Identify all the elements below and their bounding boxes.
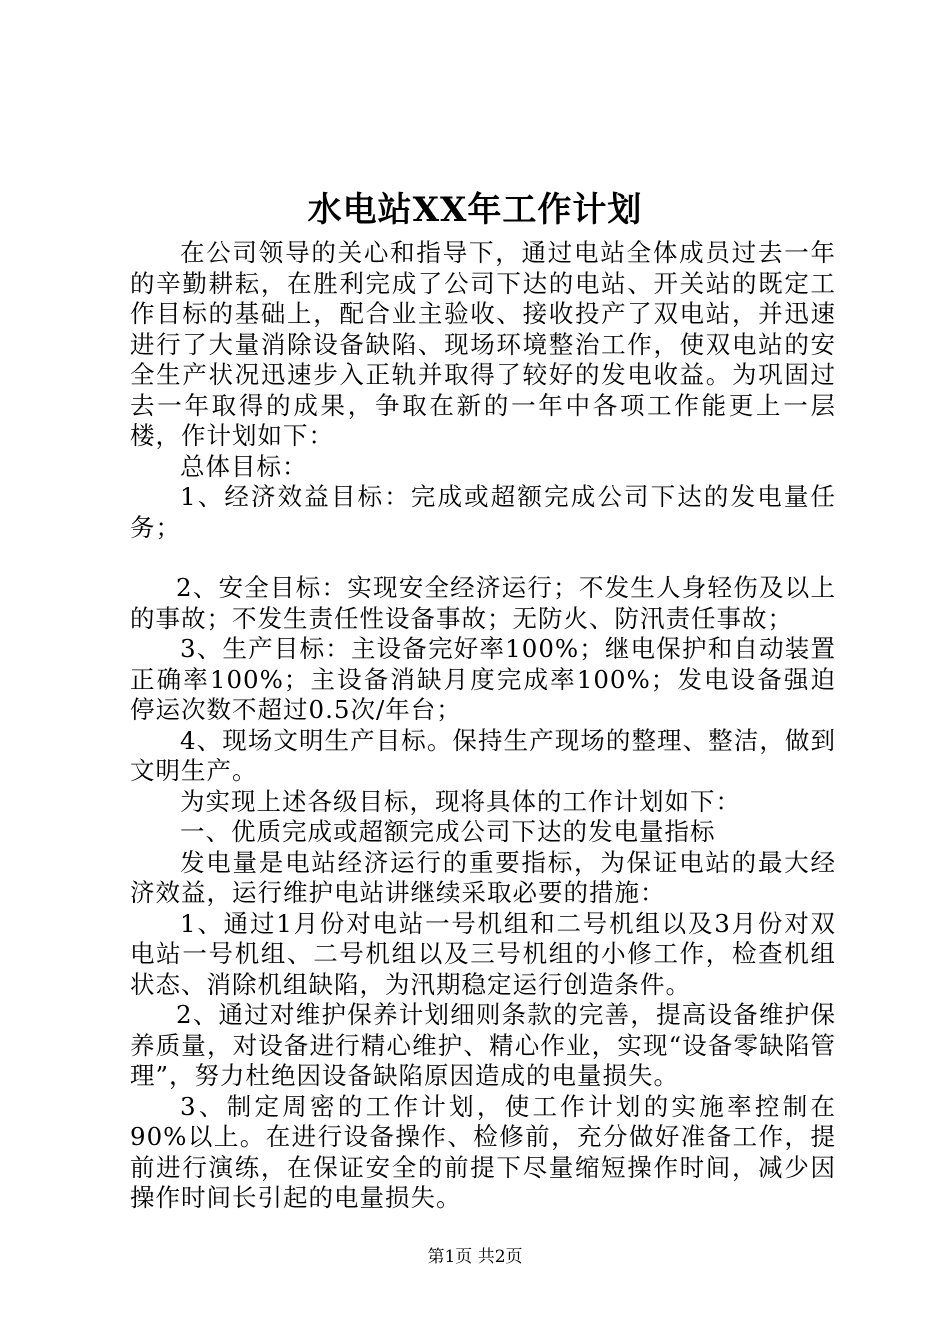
measure-2: 2、通过对维护保养计划细则条款的完善，提高设备维护保养质量，对设备进行精心维护、精心作业，实现“设备零缺陷管理”，努力杜绝因设备缺陷原因造成的电量损失。 bbox=[130, 1000, 836, 1090]
overall-goals-heading: 总体目标： bbox=[180, 451, 308, 481]
plan-intro: 为实现上述各级目标，现将具体的工作计划如下： bbox=[180, 786, 741, 816]
measure-3: 3、制定周密的工作计划，使工作计划的实施率控制在90%以上。在进行设备操作、检修前，充分做好准备工作，提前进行演练，在保证安全的前提下尽量缩短操作时间，减少因操作时间长引起的电量损失。 bbox=[130, 1091, 836, 1212]
document-body bbox=[130, 238, 836, 1214]
goal-economic: 1、经济效益目标：完成或超额完成公司下达的发电量任务； bbox=[130, 482, 836, 542]
goal-civilized-production: 4、现场文明生产目标。保持生产现场的整理、整洁，做到文明生产。 bbox=[130, 725, 836, 785]
intro-paragraph: 在公司领导的关心和指导下，通过电站全体成员过去一年的辛勤耕耘，在胜利完成了公司下达的电站、开关站的既定工作目标的基础上，配合业主验收、接收投产了双电站，并迅速进行了大量消除设备缺陷、现场环境整治工作，使双电站的安全生产状况迅速步入正轨并取得了较好的发电收益。为巩固过去一年取得的成果，争取在新的一年中各项工作能更上一层楼，作计划如下： bbox=[130, 238, 836, 450]
measure-1: 1、通过1月份对电站一号机组和二号机组以及3月份对双电站一号机组、二号机组以及三号机组的小修工作，检查机组状态、消除机组缺陷，为汛期稳定运行创造条件。 bbox=[130, 908, 836, 999]
page-number-footer: 第1页 共2页 bbox=[427, 1247, 523, 1267]
section-1-intro: 发电量是电站经济运行的重要指标，为保证电站的最大经济效益，运行维护电站讲继续采取必要的措施： bbox=[130, 847, 836, 907]
goal-safety: 2、安全目标：实现安全经济运行；不发生人身轻伤及以上的事故；不发生责任性设备事故；无防火、防汛责任事故； bbox=[130, 573, 836, 633]
document-title: 水电站XX年工作计划 bbox=[307, 190, 643, 230]
goal-production: 3、生产目标：主设备完好率100%；继电保护和自动装置正确率100%；主设备消缺月度完成率100%；发电设备强迫停运次数不超过0.5次/年台； bbox=[130, 634, 836, 724]
section-heading-1: 一、优质完成或超额完成公司下达的发电量指标 bbox=[180, 817, 716, 846]
